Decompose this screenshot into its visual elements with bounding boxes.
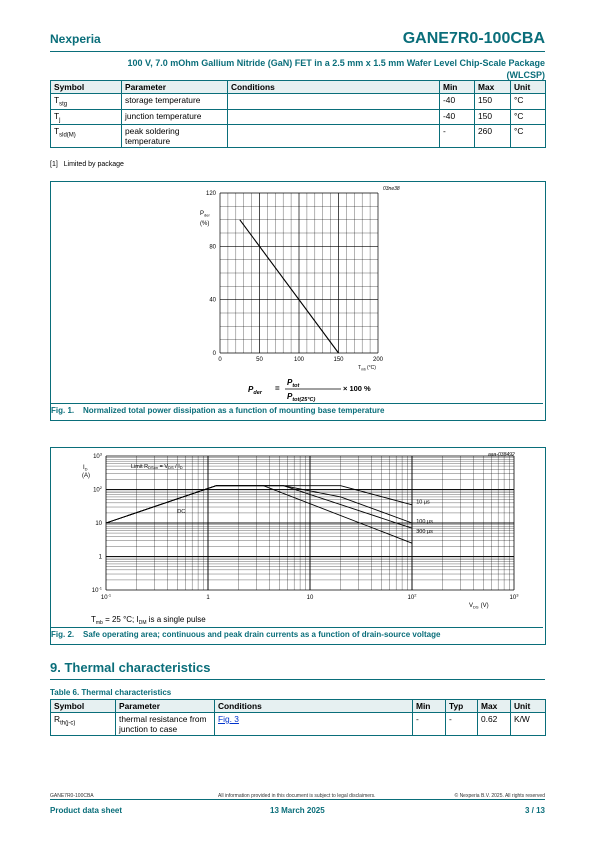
x-tick-label: 0 (218, 357, 222, 363)
caption-text: Normalized total power dissipation as a function of mounting base temperature (83, 406, 385, 415)
y-tick-label: 1 (98, 554, 102, 561)
table-row (51, 125, 546, 148)
figure-2-caption (51, 630, 440, 639)
figure-code: aaa-038492 (488, 452, 515, 458)
y-tick-label: 80 (209, 244, 216, 251)
section-title: 9. Thermal characteristics (50, 660, 211, 675)
parameter-cell: junction temperature (122, 109, 228, 125)
x-axis-label: $T_{mb}(^\circ C)$ (358, 365, 376, 372)
figure-1-box (50, 181, 546, 421)
max-cell: 0.62 (478, 713, 511, 736)
soa-curve (106, 486, 412, 523)
conditions-cell (215, 713, 413, 736)
formula-numerator: $P_{tot}$ (287, 378, 300, 389)
series-label: DC (177, 508, 186, 515)
section-divider (50, 679, 545, 680)
col-header-max: Max (475, 81, 511, 94)
y-tick-label: $10^3$ (93, 451, 102, 460)
formula-lhs: $P_{der}$ (248, 385, 262, 396)
y-axis-unit: (%) (200, 221, 210, 227)
min-cell: -40 (440, 94, 475, 110)
series-label: 10 µs (416, 499, 430, 506)
x-tick-label: 50 (256, 357, 263, 363)
figure-1-caption (51, 406, 384, 415)
y-tick-label: 120 (205, 191, 216, 197)
col-header-parameter: Parameter (116, 700, 215, 713)
symbol-main: R (54, 714, 61, 724)
typ-cell: - (446, 713, 478, 736)
caption-divider (51, 627, 543, 628)
symbol-cell (51, 94, 122, 110)
caption-number: Fig. 2. (51, 630, 75, 639)
symbol-main: T (54, 95, 60, 105)
col-header-max: Max (478, 700, 511, 713)
symbol-sub: j (59, 117, 61, 124)
thermal-characteristics-table (50, 699, 546, 736)
limit-rdson-label: Limit RDSon = VDS / ID (131, 464, 183, 470)
symbol-sub: sld(M) (59, 133, 76, 140)
y-tick-label: 0 (212, 351, 216, 357)
conditions-cell (228, 125, 440, 148)
x-tick-label: 200 (372, 357, 384, 363)
symbol-cell (51, 125, 122, 148)
max-cell: 260 (475, 125, 511, 148)
x-tick-label: $10^{-1}$ (100, 592, 112, 601)
col-header-symbol: Symbol (51, 700, 116, 713)
footer-doc-type: Product data sheet (50, 806, 123, 815)
caption-number: Fig. 1. (51, 406, 75, 415)
table-row (51, 713, 546, 736)
series-label: 100 µs (416, 519, 433, 525)
soa-curve (106, 486, 412, 543)
derating-chart (51, 182, 545, 420)
footer-page-number: 3 / 13 (524, 806, 545, 815)
min-cell: - (440, 125, 475, 148)
symbol-sub: th(j-c) (60, 720, 76, 727)
y-tick-label: $10^2$ (93, 485, 102, 494)
document-id: GANE7R0-100CBA (402, 30, 545, 47)
formula-tail: × 100 % (343, 384, 371, 393)
unit-cell: K/W (511, 713, 546, 736)
x-tick-label: 150 (333, 357, 344, 363)
footer-disclaimer: All information provided in this document is subject to legal disclaimers. (218, 793, 376, 799)
series-label: 300 µs (416, 529, 433, 536)
col-header-min: Min (440, 81, 475, 94)
x-tick-label: 10 (306, 595, 314, 601)
min-cell: -40 (440, 109, 475, 125)
col-header-min: Min (413, 700, 446, 713)
conditions-cell (228, 109, 440, 125)
max-cell: 150 (475, 109, 511, 125)
col-header-parameter: Parameter (122, 81, 228, 94)
figure-code: 03ne38 (383, 186, 400, 192)
footer-doc-id: GANE7R0-100CBA (50, 793, 94, 799)
table-row (51, 94, 546, 110)
parameter-cell: peak soldering temperature (122, 125, 228, 148)
col-header-typ: Typ (446, 700, 478, 713)
chart-grid (106, 456, 514, 590)
footer-copyright: © Nexperia B.V. 2025. All rights reserved (454, 793, 545, 799)
footnote (50, 161, 124, 168)
col-header-unit: Unit (511, 81, 546, 94)
chart-grid (220, 193, 378, 353)
subtitle-line-1: 100 V, 7.0 mOhm Gallium Nitride (GaN) FET in a 2.5 mm x 1.5 mm Wafer Level Chip-Scale Package (127, 58, 545, 68)
y-tick-label: 10 (95, 521, 102, 527)
x-tick-label: $10^2$ (407, 592, 417, 601)
x-axis-label: $V_{DS}$ (V) (469, 603, 489, 610)
footer-divider (50, 799, 545, 800)
footnote-marker: [1] (50, 161, 58, 168)
x-tick-label: $10^3$ (509, 592, 519, 601)
figure-3-link[interactable]: Fig. 3 (218, 714, 239, 724)
y-tick-label: $10^{-1}$ (91, 585, 102, 594)
unit-cell: °C (511, 125, 546, 148)
document-subtitle (50, 57, 545, 81)
col-header-conditions: Conditions (228, 81, 440, 94)
chart-ticks (206, 191, 384, 363)
safe-operating-area-chart (51, 448, 545, 644)
min-cell: - (413, 713, 446, 736)
test-condition-note: $T_{mb} = 25$ °C; $I_{DM}$ is a single pulse (91, 615, 206, 626)
symbol-main: T (54, 126, 60, 137)
parameter-cell: storage temperature (122, 94, 228, 110)
unit-cell: °C (511, 94, 546, 110)
col-header-symbol: Symbol (51, 81, 122, 94)
symbol-main: T (54, 110, 60, 121)
symbol-cell (51, 713, 116, 736)
header-divider (50, 51, 545, 52)
derating-formula (248, 378, 371, 403)
table-header-row (51, 700, 546, 713)
limiting-values-table (50, 80, 546, 148)
unit-cell: °C (511, 109, 546, 125)
figure-2-box (50, 447, 546, 645)
formula-equals: = (275, 384, 280, 393)
symbol-sub: stg (59, 101, 68, 108)
caption-divider (51, 403, 543, 404)
col-header-conditions: Conditions (215, 700, 413, 713)
x-tick-label: 100 (293, 357, 305, 363)
y-axis-label: $P_{der}$ (200, 211, 210, 218)
max-cell: 150 (475, 94, 511, 110)
col-header-unit: Unit (511, 700, 546, 713)
x-tick-label: 1 (206, 595, 210, 601)
brand-name: Nexperia (50, 32, 101, 46)
caption-text: Safe operating area; continuous and peak drain currents as a function of drain-source voltage (83, 630, 441, 639)
footer-date: 13 March 2025 (270, 806, 325, 815)
symbol-cell (51, 109, 122, 125)
parameter-cell: thermal resistance from junction to case (116, 713, 215, 736)
table-header-row (51, 81, 546, 94)
y-axis-label: $I_D$ (83, 465, 88, 472)
y-tick-label: 40 (209, 297, 216, 304)
soa-curve (106, 486, 412, 523)
formula-denominator: $P_{tot(25^\circ C)}$ (287, 392, 316, 403)
conditions-cell (228, 94, 440, 110)
subtitle-line-2: (WLCSP) (506, 70, 545, 80)
table-row (51, 109, 546, 125)
y-axis-unit: (A) (82, 473, 90, 479)
footnote-text: Limited by package (63, 161, 124, 168)
table-caption: Table 6. Thermal characteristics (50, 688, 172, 697)
